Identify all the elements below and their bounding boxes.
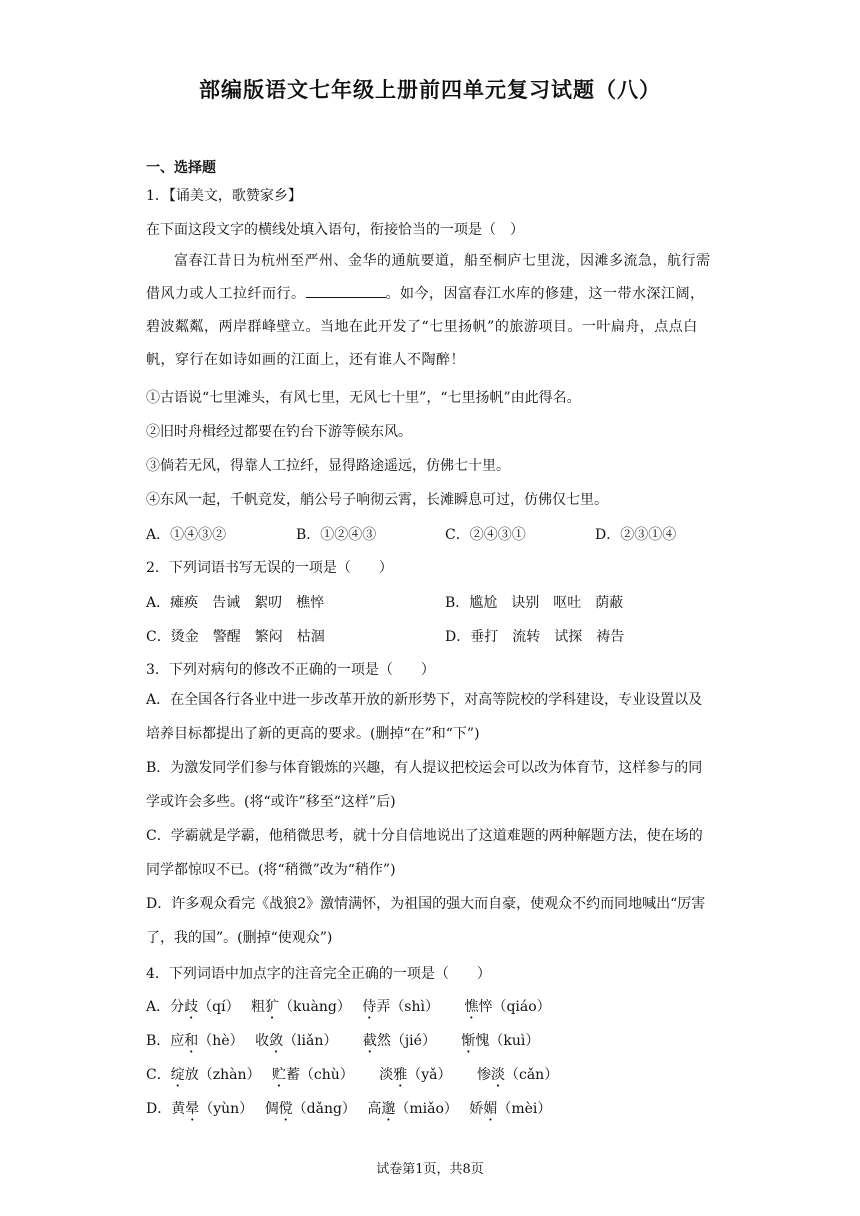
q1-option-d: D．②③①④ [595,527,677,543]
q4d-text: D．黄 [146,1101,186,1117]
q4c-dotted: 淡 [490,1067,505,1083]
q1-passage-part2: 。如今，因富春江水库的修建，这一带水深江阔，碧波粼粼，两岸群峰壁立。当地在此开发了“七里扬帆”的旅游项目。一叶扁舟，点点白帆，穿行在如诗如画的江面上，还有谁人不陶醉！ [146,286,705,368]
q3-option-b: B．为激发同学们参与体育锻炼的兴趣，有人提议把校运会可以改为体育节，这样参与的同学或许会多些。(将“或许”移至“这样”后) [146,760,703,810]
q4a-dotted: 侍 [362,999,377,1015]
q2-option-d: D．垂打 流转 试探 祷告 [445,629,625,645]
q4b-text: 收 [255,1033,270,1049]
q4-option-c [146,1064,558,1084]
q3-stem: 3．下列对病句的修改不正确的一项是（ ） [146,662,435,678]
q4a-dotted: 歧 [184,999,199,1015]
q4-option-b [146,1030,539,1050]
q4d-text: 高 [367,1101,382,1117]
q4c-text: （yǎ） [407,1067,445,1083]
q1-sentence-2: ②旧时舟楫经过都要在钓台下游等候东风。 [146,424,412,440]
q4a-dotted: 犷 [265,999,280,1015]
q4d-text: （yùn） [199,1101,247,1117]
q3-option-c: C．学霸就是学霸，他稍微思考，就十分自信地说出了这道难题的两种解题方法，使在场的同学都惊叹不已。(将“稍微”改为“稍作”) [146,828,703,878]
q4c-dotted: 贮 [271,1067,286,1083]
q1-head: 1．【诵美文，歌赞家乡】 [146,188,302,204]
page-footer: 试卷第1页，共8页 [376,1162,484,1177]
q4c-dotted: 绽 [170,1067,185,1083]
q4-option-d [146,1098,551,1118]
q4-option-a [146,996,551,1016]
q4a-text: A．分 [146,999,185,1015]
section-title: 一、选择题 [146,160,216,176]
q4c-text: （cǎn） [504,1067,559,1083]
q1-passage-part1: 富春江昔日为杭州至严州、金华的通航要道，船至桐庐七里泷，因滩多流急，航行需借风力或人工拉纤而行。 [146,253,711,302]
q4d-text: （miǎo） [395,1101,451,1117]
q4d-dotted: 邈 [381,1101,396,1117]
q1-sentence-1: ①古语说“七里滩头，有风七里，无风七十里”，“七里扬帆”由此得名。 [146,390,581,406]
q2-option-b: B．尴尬 诀别 呕吐 荫蔽 [445,595,624,611]
q4d-dotted: 傥 [278,1101,293,1117]
q3-option-a: A．在全国各行各业中进一步改革开放的新形势下，对高等院校的学科建设，专业设置以及培养目标都提出了新的更高的要求。(删掉“在”和“下”) [146,692,703,742]
q4a-dotted: 憔 [464,999,479,1015]
q4c-text: C． [146,1067,171,1083]
q4c-text: 放（zhàn） [184,1067,254,1083]
q2-option-a: A．瘫痪 告诫 絮叨 樵悴 [146,595,325,611]
q1-sentence-3: ③倘若无风，得靠人工拉纤，显得路途遥远，仿佛七十里。 [146,458,510,474]
q4a-text: 粗 [251,999,266,1015]
q4d-text: 娇 [469,1101,484,1117]
q4b-text: （liǎn） [283,1033,331,1049]
q1-stem: 在下面这段文字的横线处填入语句，衔接恰当的一项是（ ） [146,222,524,238]
q4b-text: 然（jié） [376,1033,429,1049]
q1-sentence-4: ④东风一起，千帆竞发，艄公号子响彻云霄，长滩瞬息可过，仿佛仅七里。 [146,492,608,508]
q4d-dotted: 晕 [185,1101,200,1117]
q4c-dotted: 雅 [393,1067,408,1083]
page-title: 部编版语文七年级上册前四单元复习试题（八） [199,78,661,102]
q1-option-c: C．②④③① [445,527,526,543]
q2-stem: 2．下列词语书写无误的一项是（ ） [146,560,393,576]
q4b-text: （hè） [198,1033,237,1049]
q1-option-a: A．①④③② [146,527,227,543]
q4c-text: 蓄（chù） [285,1067,347,1083]
q2-option-c: C．烫金 警醒 繁闷 枯涸 [146,629,325,645]
q4d-text: （mèi） [497,1101,552,1117]
q1-passage [146,245,716,377]
q4c-text: 淡 [379,1067,394,1083]
q1-blank [306,283,386,298]
q4b-dotted: 截 [362,1033,377,1049]
q4b-dotted: 和 [184,1033,199,1049]
q4b-dotted: 惭 [461,1033,476,1049]
q4b-text: 愧（kuì） [475,1033,540,1049]
q4d-text: 倜 [264,1101,279,1117]
q4a-text: 悴（qiáo） [478,999,551,1015]
q4a-text: （kuàng） [279,999,344,1015]
q4b-text: B．应 [146,1033,185,1049]
q4a-text: 弄 [376,999,391,1015]
q4d-dotted: 媚 [483,1101,498,1117]
q4a-text: （shì） [390,999,432,1015]
q3-option-d: D．许多观众看完《战狼2》激情满怀，为祖国的强大而自豪，使观众不约而同地喊出“厉害了，我的国”。(删掉“使观众”) [146,896,706,946]
q4-stem: 4．下列词语中加点字的注音完全正确的一项是（ ） [146,966,491,982]
q4d-text: （dǎng） [292,1101,349,1117]
q4a-text: （qí） [198,999,233,1015]
q4c-text: 惨 [476,1067,491,1083]
q4b-dotted: 敛 [269,1033,284,1049]
q1-option-b: B．①②④③ [296,527,377,543]
